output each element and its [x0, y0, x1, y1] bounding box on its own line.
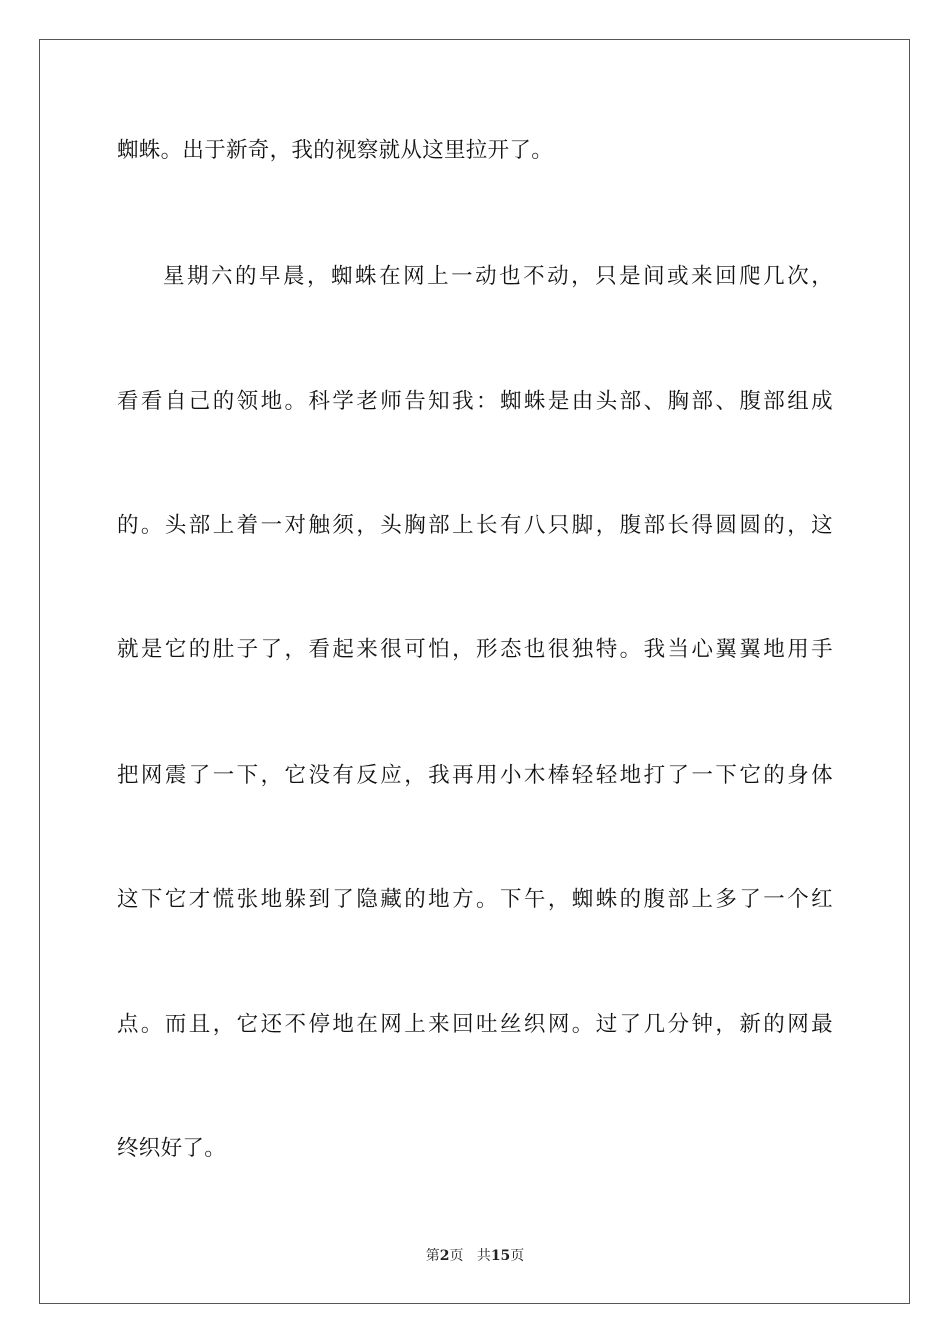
- paragraph-line-2: 星期六的早晨，蜘蛛在网上一动也不动，只是间或来回爬几次，: [163, 264, 833, 289]
- paragraph-line-3: 看看自己的领地。科学老师告知我：蜘蛛是由头部、胸部、腹部组成: [117, 389, 833, 414]
- total-prefix: 共: [476, 1248, 491, 1264]
- page-number: 2: [439, 1248, 450, 1264]
- paragraph-line-4: 的。头部上着一对触须，头胸部上长有八只脚，腹部长得圆圆的，这: [117, 513, 833, 538]
- paragraph-line-9: 终织好了。: [117, 1136, 227, 1161]
- paragraph-line-5: 就是它的肚子了，看起来很可怕，形态也很独特。我当心翼翼地用手: [117, 637, 833, 662]
- page-prefix: 第: [425, 1248, 440, 1264]
- paragraph-line-8: 点。而且，它还不停地在网上来回吐丝织网。过了几分钟，新的网最: [117, 1012, 833, 1037]
- paragraph-line-7: 这下它才慌张地躲到了隐藏的地方。下午，蜘蛛的腹部上多了一个红: [117, 887, 833, 912]
- paragraph-line-1: 蜘蛛。出于新奇，我的视察就从这里拉开了。: [117, 138, 554, 163]
- page-suffix: 页: [449, 1248, 464, 1264]
- page-border: [39, 39, 910, 1304]
- total-suffix: 页: [510, 1248, 525, 1264]
- page-footer: [0, 1246, 950, 1266]
- total-pages: 15: [490, 1248, 511, 1264]
- paragraph-line-6: 把网震了一下，它没有反应，我再用小木棒轻轻地打了一下它的身体: [117, 763, 833, 788]
